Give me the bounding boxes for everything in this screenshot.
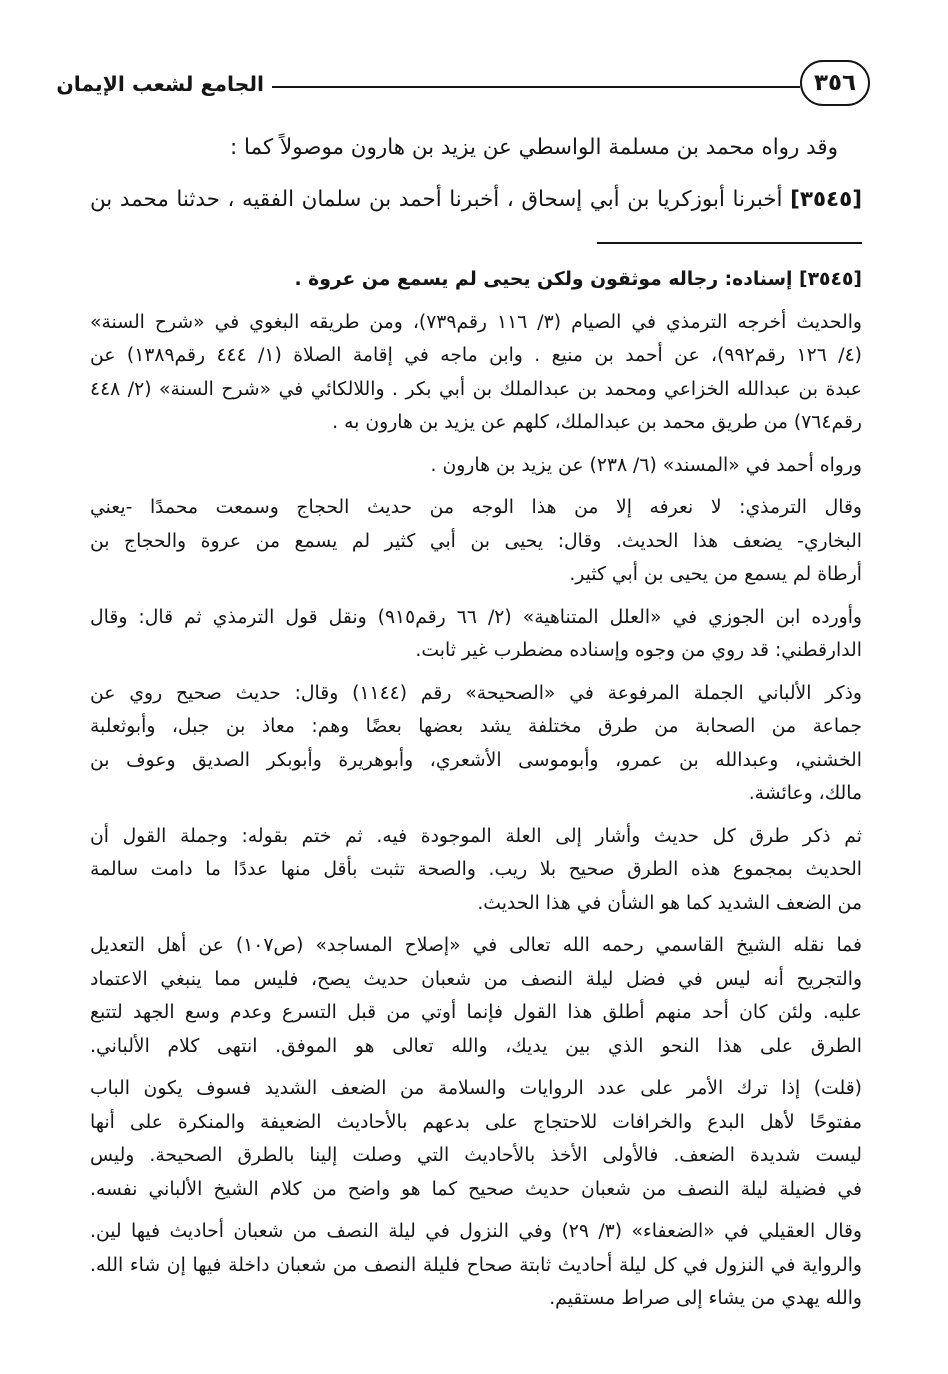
footnote-line: عبدة بن عبدالله الخزاعي ومحمد بن عبدالملك بن أبي بكر . واللالكائي في «شرح السنة» (٢/ ٤٤٨ xyxy=(90,378,862,400)
footnote-line: وأورده ابن الجوزي في «العلل المتناهية» (٢/ ٦٦ رقم٩١٥) ونقل قول الترمذي ثم قال: وقال xyxy=(90,606,862,628)
footnote-paragraph xyxy=(90,601,862,668)
footnote-line: الطرق على هذا النحو الذي بين يديك، والله تعالى هو الموفق. انتهى كلام الألباني. xyxy=(90,1035,862,1057)
footnote-paragraph xyxy=(90,1072,862,1206)
footnote-heading-line: [٣٥٤٥] إسناده: رجاله موثقون ولكن يحيى لم يسمع من عروة . xyxy=(294,269,862,290)
footnote-line: ورواه أحمد في «المسند» (٦/ ٢٣٨) عن يزيد بن هارون . xyxy=(430,454,862,476)
main-text-line-content: أخبرنا أبوزكريا بن أبي إسحاق ، أخبرنا أحمد بن سلمان الفقيه ، حدثنا محمد بن xyxy=(90,187,783,212)
footnote-line: الخشني، وعبدالله بن عمرو، وأبوموسى الأشعري، وأبوهريرة وأبوبكر الصديق وعوف بن xyxy=(90,749,862,771)
footnote-line: ثم ذكر طرق كل حديث وأشار إلى العلة الموجودة فيه. ثم ختم بقوله: وجملة القول أن xyxy=(90,825,862,847)
footnote-line: والرواية في النزول في كل ليلة أحاديث ثابتة صحاح فليلة النصف من شعبان داخلة فيها إن شاء الله. xyxy=(90,1254,862,1276)
footnote-line: عليه. ولئن كان أحد منهم أطلق هذا القول فإنما أوتي من قبل التسرع وعدم وسع الجهد لتتبع xyxy=(90,1002,862,1023)
page-number: ٣٥٦ xyxy=(800,60,870,106)
footnote-line: الدارقطني: قد روي من وجوه وإسناده مضطرب غير ثابت. xyxy=(415,640,862,661)
footnote-line: والله يهدي من يشاء إلى صراط مستقيم. xyxy=(549,1288,862,1309)
footnote-line: مالك، وعائشة. xyxy=(748,783,862,804)
footnote-line: والحديث أخرجه الترمذي في الصيام (٣/ ١١٦ رقم٧٣٩)، ومن طريقه البغوي في «شرح السنة» xyxy=(90,311,862,333)
main-text-line xyxy=(90,174,862,226)
footnote-line: جماعة من الصحابة من طرق مختلفة يشد بعضها بعضًا وهم: معاذ بن جبل، وأبوثعلبة xyxy=(90,716,862,737)
footnote-line: والتجريح أنه ليس في فضل ليلة النصف من شعبان حديث يصح، فليس مما ينبغي الاعتماد xyxy=(90,968,862,990)
footnote-line: البخاري- يضعف هذا الحديث. وقال: يحيى بن أبي كثير لم يسمع من عروة والحجاج بن xyxy=(90,530,862,552)
footnote-line: الحديث بمجموع هذه الطرق صحيح بلا ريب. والصحة تثبت بأقل منها عددًا ما دامت سالمة xyxy=(90,859,862,880)
header-rule xyxy=(272,86,800,88)
footnote-paragraph xyxy=(90,929,862,1063)
footnote-line: فما نقله الشيخ القاسمي رحمه الله تعالى في «إصلاح المساجد» (ص١٠٧) عن أهل التعديل xyxy=(90,935,862,956)
footnote-line: في فضيلة ليلة النصف من شعبان حديث صحيح كما هو واضح من كلام الشيخ الألباني نفسه. xyxy=(90,1178,862,1200)
footnote-line: (قلت) إذا ترك الأمر على عدد الروايات والسلامة من الضعف الشديد فسوف يكون الباب xyxy=(90,1078,862,1099)
footnote-line: مفتوحًا لأهل البدع والخرافات للاحتجاج على بدعهم بالأحاديث الضعيفة والمنكرة على أنها xyxy=(90,1111,862,1133)
footnote-line: وذكر الألباني الجملة المرفوعة في «الصحيحة» رقم (١١٤٤) وقال: حديث صحيح روي عن xyxy=(90,682,862,704)
hadith-number: [٣٥٤٥] xyxy=(790,187,863,212)
footnote-paragraph xyxy=(90,306,862,440)
running-title: الجامع لشعب الإيمان xyxy=(56,72,264,96)
footnote-line: (٤/ ١٢٦ رقم٩٩٢)، عن أحمد بن منيع . وابن ماجه في إقامة الصلاة (١/ ٤٤٤ رقم١٣٨٩) عن xyxy=(90,345,862,366)
footnotes xyxy=(90,263,862,1316)
main-text-line: وقد رواه محمد بن مسلمة الواسطي عن يزيد بن هارون موصولاً كما : xyxy=(230,135,838,160)
footnote-line: ليست شديدة الضعف. فالأولى الأخذ بالأحاديث التي وصلت إلينا بالطرق الصحيحة. وليس xyxy=(90,1145,862,1166)
footnote-separator xyxy=(597,242,862,244)
footnote-paragraph xyxy=(90,677,862,811)
main-text xyxy=(90,122,862,226)
footnote-line: رقم٧٦٤) من طريق محمد بن عبدالملك، كلهم عن يزيد بن هارون به . xyxy=(332,412,862,433)
footnote-line: وقال الترمذي: لا نعرفه إلا من هذا الوجه من حديث الحجاج وسمعت محمدًا -يعني xyxy=(90,497,862,518)
footnote-line: أرطاة لم يسمع من يحيى بن أبي كثير. xyxy=(569,564,862,585)
footnote-paragraph xyxy=(90,1215,862,1316)
footnote-line: من الضعف الشديد كما هو الشأن في هذا الحديث. xyxy=(477,892,862,914)
footnote-paragraph xyxy=(90,449,862,483)
footnote-line: وقال العقيلي في «الضعفاء» (٣/ ٢٩) وفي النزول في ليلة النصف من شعبان أحاديث فيها لين. xyxy=(90,1221,862,1242)
footnote-paragraph xyxy=(90,820,862,921)
footnote-paragraph xyxy=(90,263,862,297)
footnote-paragraph xyxy=(90,491,862,592)
